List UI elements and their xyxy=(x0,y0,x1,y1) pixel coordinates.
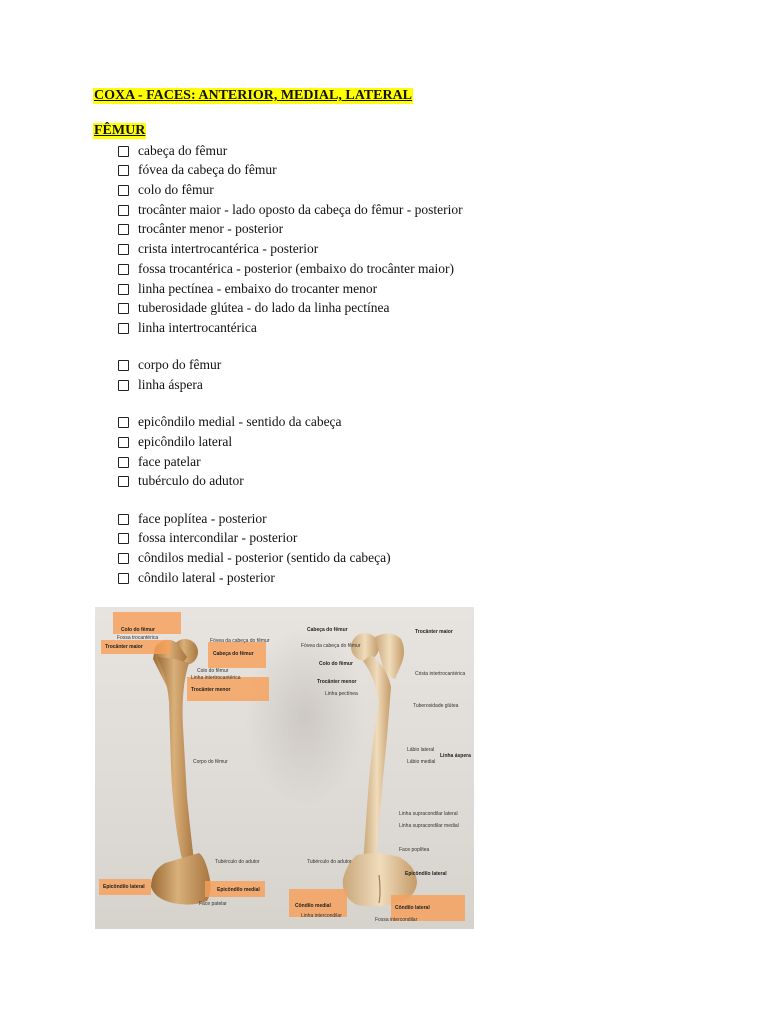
checklist-item[interactable] xyxy=(118,356,221,374)
checklist-item[interactable] xyxy=(118,413,342,431)
checklist-item-label: linha pectínea - embaixo do trocanter menor xyxy=(138,281,378,296)
checklist-item-label: tuberosidade glútea - do lado da linha pectínea xyxy=(138,300,390,315)
photo-label: Tuberosidade glútea xyxy=(413,703,459,709)
checklist-item[interactable] xyxy=(118,529,297,547)
photo-label: Linha supracondilar medial xyxy=(399,823,459,829)
photo-label: Trocânter menor xyxy=(191,687,231,693)
checklist-item[interactable] xyxy=(118,299,390,317)
checkbox[interactable] xyxy=(118,264,129,275)
checkbox[interactable] xyxy=(118,553,129,564)
checkbox[interactable] xyxy=(118,146,129,157)
photo-label: Fossa intercondilar xyxy=(375,917,418,923)
checklist-item[interactable] xyxy=(118,280,377,298)
photo-label: Cabeça do fêmur xyxy=(307,627,348,633)
page-title: COXA - FACES: ANTERIOR, MEDIAL, LATERAL xyxy=(94,88,413,103)
photo-label: Lábio medial xyxy=(407,759,436,765)
checkbox[interactable] xyxy=(118,284,129,295)
photo-label: Côndilo medial xyxy=(295,903,331,909)
photo-label: Colo do fêmur xyxy=(121,627,155,633)
checklist-item-label: côndilos medial - posterior (sentido da cabeça) xyxy=(138,550,391,565)
checkbox[interactable] xyxy=(118,437,129,448)
checklist-item[interactable] xyxy=(118,472,244,490)
checklist-item[interactable] xyxy=(118,453,201,471)
checklist-item-label: fossa intercondilar - posterior xyxy=(138,530,298,545)
checklist-item-label: trocânter menor - posterior xyxy=(138,221,284,236)
checkbox[interactable] xyxy=(118,514,129,525)
checkbox[interactable] xyxy=(118,185,129,196)
checkbox[interactable] xyxy=(118,533,129,544)
checkbox[interactable] xyxy=(118,224,129,235)
photo-label: Fossa trocantérica xyxy=(117,635,159,641)
checklist-item-label: fóvea da cabeça do fêmur xyxy=(138,162,277,177)
checkbox[interactable] xyxy=(118,360,129,371)
checkbox[interactable] xyxy=(118,303,129,314)
photo-label: Colo do fêmur xyxy=(319,661,353,667)
checklist-item[interactable] xyxy=(118,181,214,199)
checkbox[interactable] xyxy=(118,417,129,428)
photo-label: Corpo do fêmur xyxy=(193,759,228,765)
checklist-item-label: tubérculo do adutor xyxy=(138,473,244,488)
checklist-item-label: corpo do fêmur xyxy=(138,357,222,372)
photo-label: Epicôndilo lateral xyxy=(405,871,447,877)
checklist-item-label: colo do fêmur xyxy=(138,182,214,197)
checkbox[interactable] xyxy=(118,457,129,468)
photo-label: Côndilo lateral xyxy=(395,905,430,911)
checkbox[interactable] xyxy=(118,244,129,255)
checklist-item[interactable] xyxy=(118,376,203,394)
checkbox[interactable] xyxy=(118,165,129,176)
checklist-item[interactable] xyxy=(118,201,463,219)
photo-label: Cabeça do fêmur xyxy=(213,651,254,657)
photo-label: Linha intercondilar xyxy=(301,913,342,919)
checkbox[interactable] xyxy=(118,380,129,391)
photo-label: Fóvea da cabeça do fêmur xyxy=(301,643,361,649)
checklist-item-label: face poplítea - posterior xyxy=(138,511,267,526)
checklist-item[interactable] xyxy=(118,319,257,337)
photo-label: Trocânter maior xyxy=(105,644,143,650)
checkbox[interactable] xyxy=(118,476,129,487)
photo-label: Tubérculo do adutor xyxy=(307,859,352,865)
femur-illustration xyxy=(95,607,474,929)
photo-label: Linha intertrocantérica xyxy=(191,675,241,681)
photo-label: Epicôndilo lateral xyxy=(103,884,145,890)
photo-label: Lábio lateral xyxy=(407,747,435,753)
photo-label: Tubérculo do adutor xyxy=(215,859,260,865)
checklist-item-label: face patelar xyxy=(138,454,201,469)
checkbox[interactable] xyxy=(118,205,129,216)
photo-label: Colo do fêmur xyxy=(197,668,229,674)
photo-label: Linha supracondilar lateral xyxy=(399,811,458,817)
checklist-item[interactable] xyxy=(118,142,227,160)
checklist-item-label: fossa trocantérica - posterior (embaixo do trocânter maior) xyxy=(138,261,454,276)
checklist-item[interactable] xyxy=(118,510,267,528)
checklist-item[interactable] xyxy=(118,549,391,567)
photo-label: Face patelar xyxy=(199,901,227,907)
checklist-item-label: linha áspera xyxy=(138,377,203,392)
photo-label: Linha áspera xyxy=(440,753,471,759)
checklist-item[interactable] xyxy=(118,260,454,278)
femur-anatomy-photo xyxy=(95,607,474,929)
photo-label: Epicôndilo medial xyxy=(217,887,260,893)
checklist-item-label: linha intertrocantérica xyxy=(138,320,257,335)
photo-label: Trocânter maior xyxy=(415,629,453,635)
photo-label: Face poplítea xyxy=(399,847,430,853)
checklist-item-label: trocânter maior - lado oposto da cabeça do fêmur - posterior xyxy=(138,202,463,217)
checklist-item-label: crista intertrocantérica - posterior xyxy=(138,241,319,256)
checklist-item-label: côndilo lateral - posterior xyxy=(138,570,275,585)
section-title: FÊMUR xyxy=(94,123,146,138)
checklist-item-label: epicôndilo medial - sentido da cabeça xyxy=(138,414,342,429)
checklist-item[interactable] xyxy=(118,240,318,258)
photo-label: Linha pectínea xyxy=(325,691,358,697)
checklist-item-label: cabeça do fêmur xyxy=(138,143,228,158)
checkbox[interactable] xyxy=(118,573,129,584)
photo-label: Fóvea da cabeça do fêmur xyxy=(210,638,270,644)
checklist-item[interactable] xyxy=(118,220,283,238)
checklist-item[interactable] xyxy=(118,161,277,179)
checkbox[interactable] xyxy=(118,323,129,334)
photo-label: Trocânter menor xyxy=(317,679,357,685)
checklist-item[interactable] xyxy=(118,433,232,451)
checklist-item-label: epicôndilo lateral xyxy=(138,434,233,449)
photo-label: Crista intertrocantérica xyxy=(415,671,466,677)
checklist-item[interactable] xyxy=(118,569,275,587)
